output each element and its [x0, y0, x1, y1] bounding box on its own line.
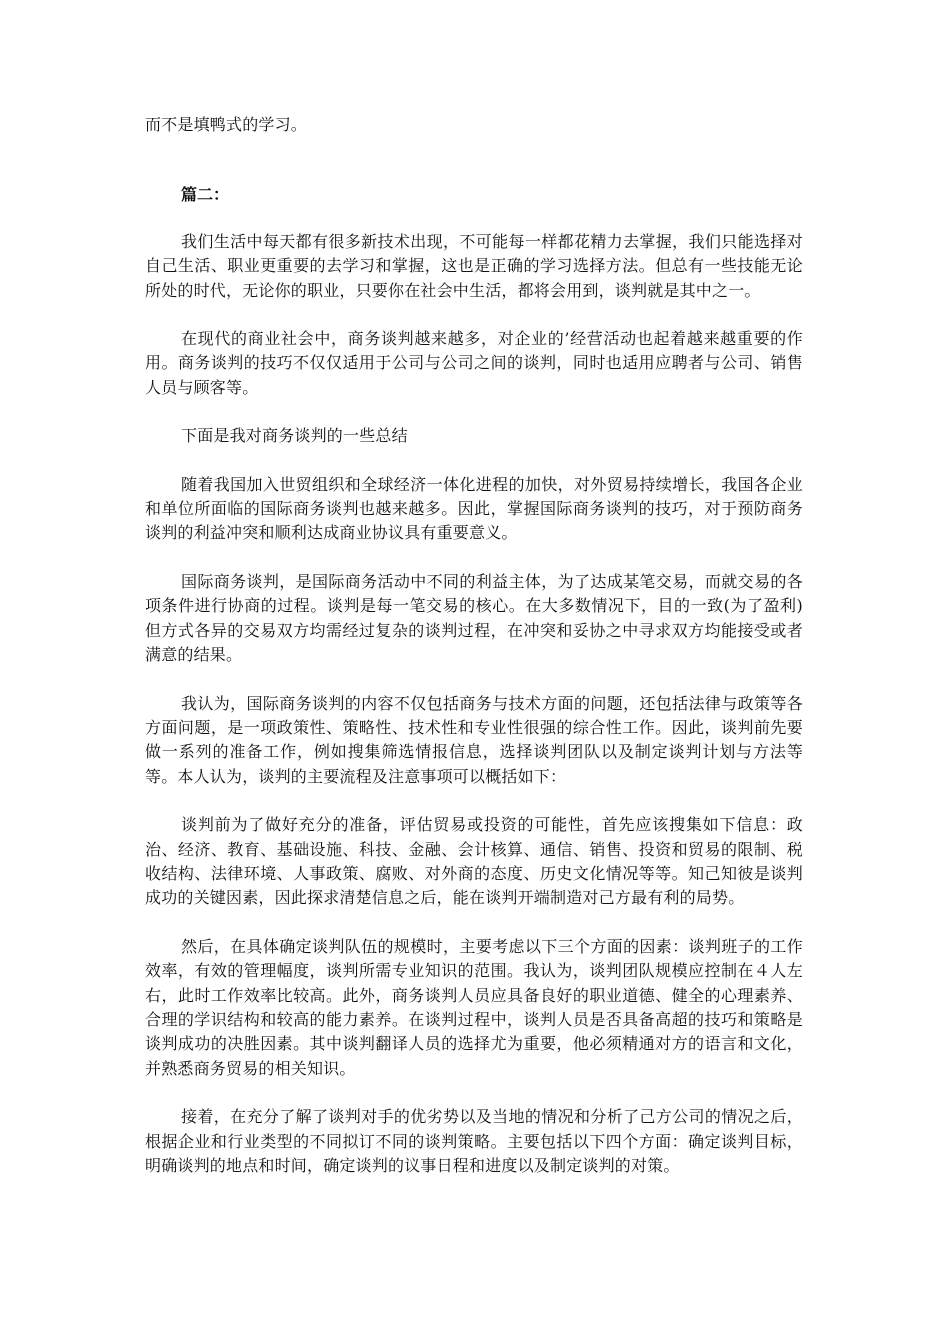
paragraph: 随着我国加入世贸组织和全球经济一体化进程的加快，对外贸易持续增长，我国各企业和单位所面临的国际商务谈判也越来越多。因此，掌握国际商务谈判的技巧，对于预防商务谈判的利益冲突和顺利达成商业协议具有重要意义。: [145, 474, 803, 543]
continuation-text: 而不是填鸭式的学习。: [145, 115, 308, 134]
paragraph: 下面是我对商务谈判的一些总结: [181, 426, 408, 446]
paragraph: 我认为，国际商务谈判的内容不仅包括商务与技术方面的问题，还包括法律与政策等各方面问题，是一项政策性、策略性、技术性和专业性很强的综合性工作。因此，谈判前先要做一系列的准备工作，例如搜集筛选情报信息，选择谈判团队以及制定谈判计划与方法等等。本人认为，谈判的主要流程及注意事项可以概括如下：: [145, 693, 803, 786]
section-heading: 篇二：: [181, 185, 230, 205]
paragraph: 然后，在具体确定谈判队伍的规模时，主要考虑以下三个方面的因素：谈判班子的工作效率，有效的管理幅度，谈判所需专业知识的范围。我认为，谈判团队规模应控制在４人左右，此时工作效率比较高。此外，商务谈判人员应具备良好的职业道德、健全的心理素养、合理的学识结构和较高的能力素养。在谈判过程中，谈判人员是否具备高超的技巧和策略是谈判成功的决胜因素。其中谈判翻译人员的选择尤为重要，他必须精通对方的语言和文化，并熟悉商务贸易的相关知识。: [145, 936, 803, 1078]
paragraph: 接着，在充分了解了谈判对手的优劣势以及当地的情况和分析了己方公司的情况之后，根据企业和行业类型的不同拟订不同的谈判策略。主要包括以下四个方面：确定谈判目标，明确谈判的地点和时间，确定谈判的议事日程和进度以及制定谈判的对策。: [145, 1107, 803, 1175]
paragraph: 谈判前为了做好充分的准备，评估贸易或投资的可能性，首先应该搜集如下信息：政治、经济、教育、基础设施、科技、金融、会计核算、通信、销售、投资和贸易的限制、税收结构、法律环境、人事政策、腐败、对外商的态度、历史文化情况等等。知己知彼是谈判成功的关键因素，因此探求清楚信息之后，能在谈判开端制造对己方最有利的局势。: [145, 815, 803, 908]
paragraph: 在现代的商业社会中，商务谈判越来越多，对企业的’经营活动也起着越来越重要的作用。商务谈判的技巧不仅仅适用于公司与公司之间的谈判，同时也适用应聘者与公司、销售人员与顾客等。: [145, 329, 803, 397]
document-page: [145, 113, 803, 1202]
paragraph: 国际商务谈判，是国际商务活动中不同的利益主体，为了达成某笔交易，而就交易的各项条件进行协商的过程。谈判是每一笔交易的核心。在大多数情况下，目的一致(为了盈利)但方式各异的交易双方均需经过复杂的谈判过程，在冲突和妥协之中寻求双方均能接受或者满意的结果。: [145, 571, 803, 665]
paragraph: 我们生活中每天都有很多新技术出现，不可能每一样都花精力去掌握，我们只能选择对自己生活、职业更重要的去学习和掌握，这也是正确的学习选择方法。但总有一些技能无论所处的时代，无论你的职业，只要你在社会中生活，都将会用到，谈判就是其中之一。: [145, 231, 803, 300]
